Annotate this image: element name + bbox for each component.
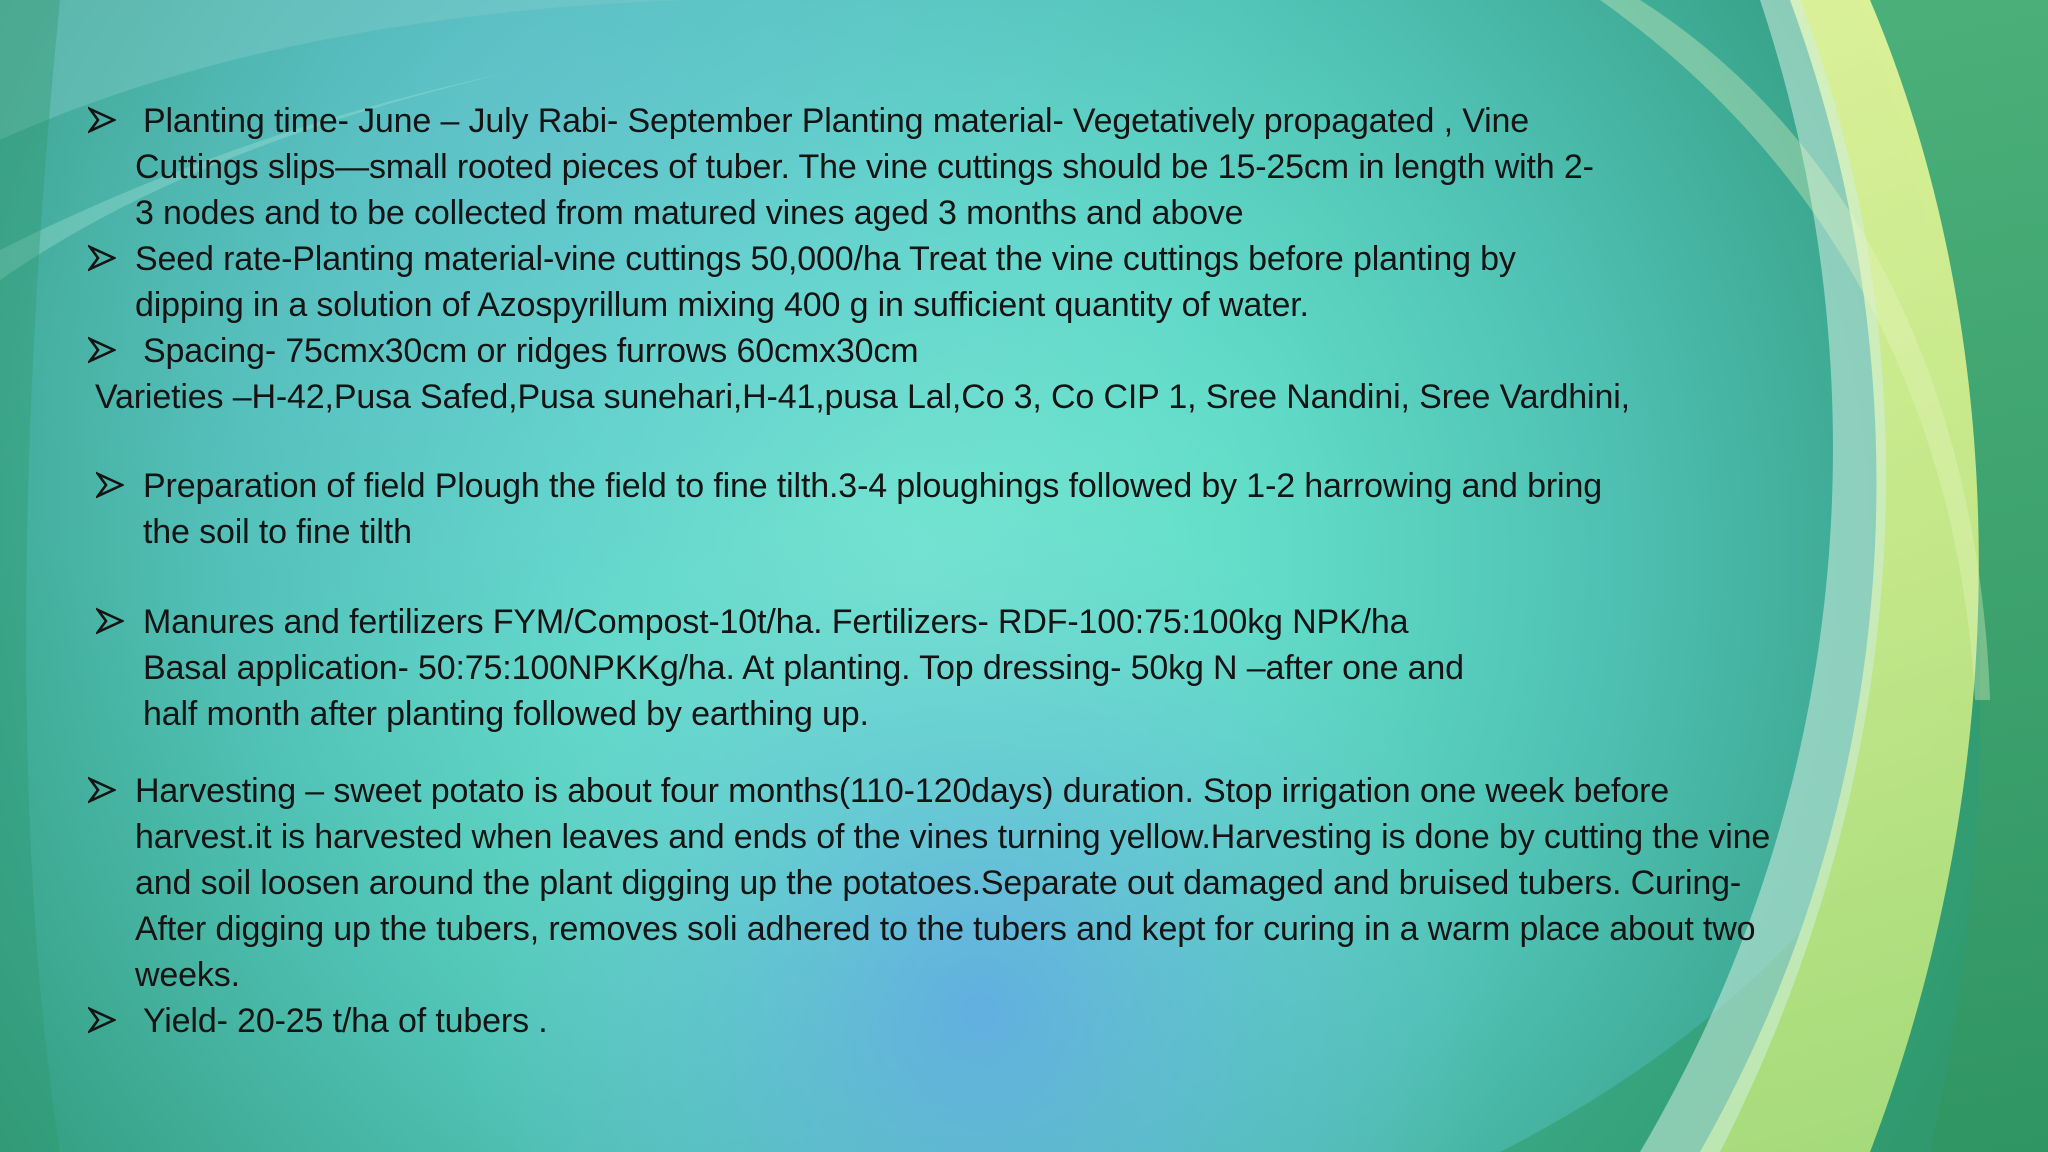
preparation-line-1: Preparation of field Plough the field to fine tilth.3-4 ploughings followed by 1-2 harrowing and bring xyxy=(143,467,1602,505)
arrowhead-bullet-icon xyxy=(96,471,124,499)
arrowhead-bullet-icon xyxy=(88,244,116,272)
planting-time-line-1: Planting time- June – July Rabi- September Planting material- Vegetatively propagated , Vine xyxy=(143,102,1530,140)
varieties-line: Varieties –H-42,Pusa Safed,Pusa sunehari,H-41,pusa Lal,Co 3, Co CIP 1, Sree Nandini, Sree Vardhini, xyxy=(95,378,1630,416)
arrowhead-bullet-icon xyxy=(96,607,124,635)
harvesting-line-4: After digging up the tubers, removes soli adhered to the tubers and kept for curing in a warm place about two xyxy=(135,910,1756,948)
planting-time-line-3: 3 nodes and to be collected from matured vines aged 3 months and above xyxy=(135,194,1244,232)
seed-rate-line-2: dipping in a solution of Azospyrillum mixing 400 g in sufficient quantity of water. xyxy=(135,286,1309,324)
planting-time-line-2: Cuttings slips—small rooted pieces of tuber. The vine cuttings should be 15-25cm in length with 2- xyxy=(135,148,1594,186)
yield-line: Yield- 20-25 t/ha of tubers . xyxy=(143,1002,548,1040)
arrowhead-bullet-icon xyxy=(88,106,116,134)
manures-line-3: half month after planting followed by earthing up. xyxy=(143,695,869,733)
spacing-line: Spacing- 75cmx30cm or ridges furrows 60cmx30cm xyxy=(143,332,919,370)
harvesting-line-1: Harvesting – sweet potato is about four months(110-120days) duration. Stop irrigation one week before xyxy=(135,772,1670,810)
manures-line-1: Manures and fertilizers FYM/Compost-10t/ha. Fertilizers- RDF-100:75:100kg NPK/ha xyxy=(143,603,1409,641)
arrowhead-bullet-icon xyxy=(88,336,116,364)
harvesting-line-2: harvest.it is harvested when leaves and ends of the vines turning yellow.Harvesting is done by cutting the vine xyxy=(135,818,1771,856)
arrowhead-bullet-icon xyxy=(88,1006,116,1034)
manures-line-2: Basal application- 50:75:100NPKKg/ha. At planting. Top dressing- 50kg N –after one and xyxy=(143,649,1464,687)
harvesting-line-5: weeks. xyxy=(135,956,240,994)
arrowhead-bullet-icon xyxy=(88,776,116,804)
seed-rate-line-1: Seed rate-Planting material-vine cuttings 50,000/ha Treat the vine cuttings before planting by xyxy=(135,240,1516,278)
preparation-line-2: the soil to fine tilth xyxy=(143,513,412,551)
harvesting-line-3: and soil loosen around the plant digging up the potatoes.Separate out damaged and bruised tubers. Curing- xyxy=(135,864,1742,902)
